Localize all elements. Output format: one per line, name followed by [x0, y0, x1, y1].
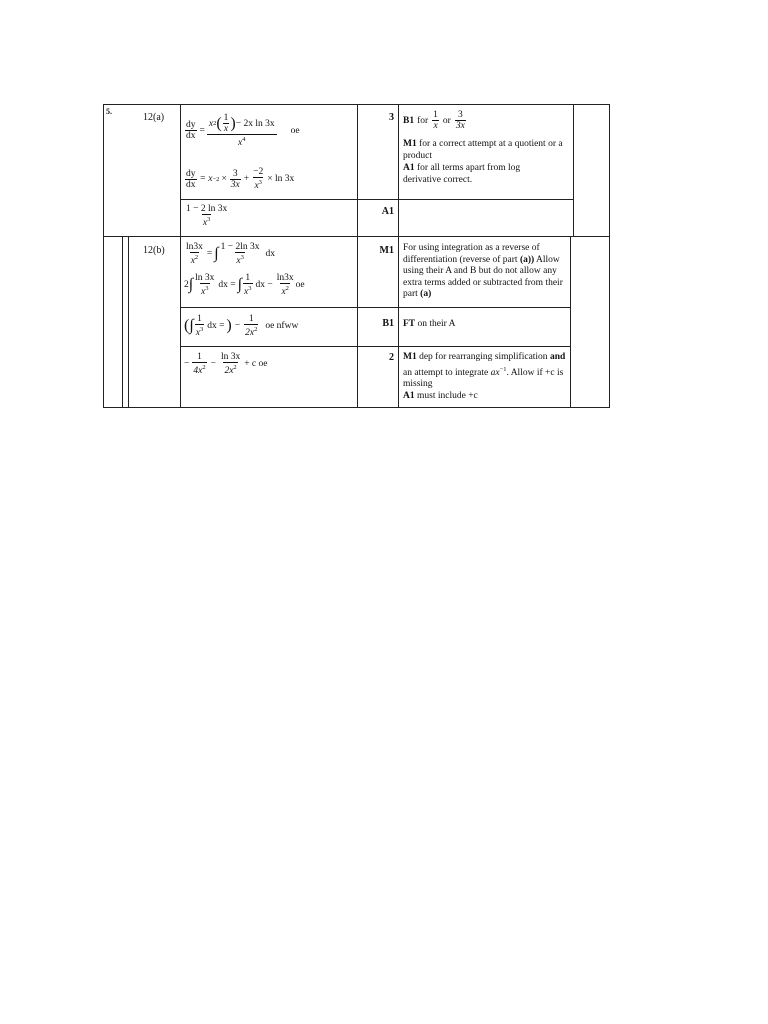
part-a-derivative-product: $\frac{dy}{dx}$ = x −2 × $\frac{3}{3x}$ + $\frac{-2}{x^3}$ × ln 3x	[186, 167, 295, 191]
part-a-m1-note: M1 for a correct attempt at a quotient or a product	[403, 139, 563, 161]
part-b-row2-mark: B1	[382, 318, 394, 329]
table-b-left-border	[103, 236, 104, 408]
table-b-col-divider-1	[180, 236, 181, 408]
table-a-col-divider-1	[180, 104, 181, 237]
part-b-line4: − $\frac{1}{4x^2}$ − $\frac{\ln 3x}{2x^2}$ + c oe	[184, 352, 268, 376]
part-a-label: 12(a)	[143, 112, 165, 123]
table-b-row-divider-2	[180, 346, 570, 347]
dy-dx-fraction: $\frac{dy}{dx}$	[186, 120, 196, 141]
quotient-fraction: x 2 ( $\frac{1}{x}$ ) − 2x ln 3x $x^4$	[208, 113, 275, 148]
part-a-a1-note: A1 for all terms apart from log derivative correct.	[403, 163, 521, 185]
table-a-col-divider-3	[398, 104, 399, 237]
part-a-marks: 3	[389, 112, 394, 123]
table-b-row-divider-1	[180, 307, 570, 308]
part-b-row2-note: FT on their A	[403, 319, 456, 329]
table-b-right-border	[609, 236, 610, 408]
table-b-inner-left-border-2	[128, 236, 129, 408]
table-b-col-divider-3	[398, 236, 399, 408]
part-b-row3-note: M1 dep for rearranging simplification and an attempt to integrate $ax^{-1}$. Allow if +c is missing A1 must include +c	[403, 352, 566, 401]
table-a-row-divider	[180, 199, 573, 200]
part-b-row1-note: For using integration as a reverse of differentiation (reverse of part (a)) Allow using their A and B but do not allow any extra terms added or subtracted from their part (a)	[403, 243, 563, 299]
table-a-col-divider-4	[573, 104, 574, 237]
part-b-line3: ( ∫ $\frac{1}{x^3}$ dx = ) − $\frac{1}{2x^2}$ oe nfww	[184, 314, 299, 338]
table-a-left-border	[103, 104, 104, 237]
part-b-line1: $\frac{\ln 3x}{x^2}$ = ∫ $\frac{1 - 2\ln 3x}{x^3}$ dx	[186, 242, 276, 266]
part-b-label: 12(b)	[143, 245, 165, 256]
part-b-line2: 2 ∫ $\frac{\ln 3x}{x^3}$ dx = ∫ $\frac{1}{x^3}$ dx − $\frac{\ln 3x}{x^2}$ oe	[184, 273, 305, 297]
part-a-b1-note: B1 for $\frac{1}{x}$ or $\frac{3}{3x}$	[403, 110, 465, 131]
table-b-inner-left-border	[122, 236, 123, 408]
part-b-row3-mark: 2	[389, 352, 394, 363]
table-a-col-divider-2	[357, 104, 358, 237]
part-a-derivative-quotient: $\frac{dy}{dx}$ = x 2 ( $\frac{1}{x}$ ) − 2x ln 3x $x^4$ oe	[186, 113, 300, 148]
part-a-final-answer: $\frac{1 - 2 \ln 3x}{x^3}$	[186, 204, 228, 228]
part-b-row1-mark: M1	[379, 245, 394, 256]
part-a-final-mark: A1	[381, 206, 394, 217]
question-marker: 5.	[106, 107, 112, 116]
table-a-right-border	[609, 104, 610, 237]
